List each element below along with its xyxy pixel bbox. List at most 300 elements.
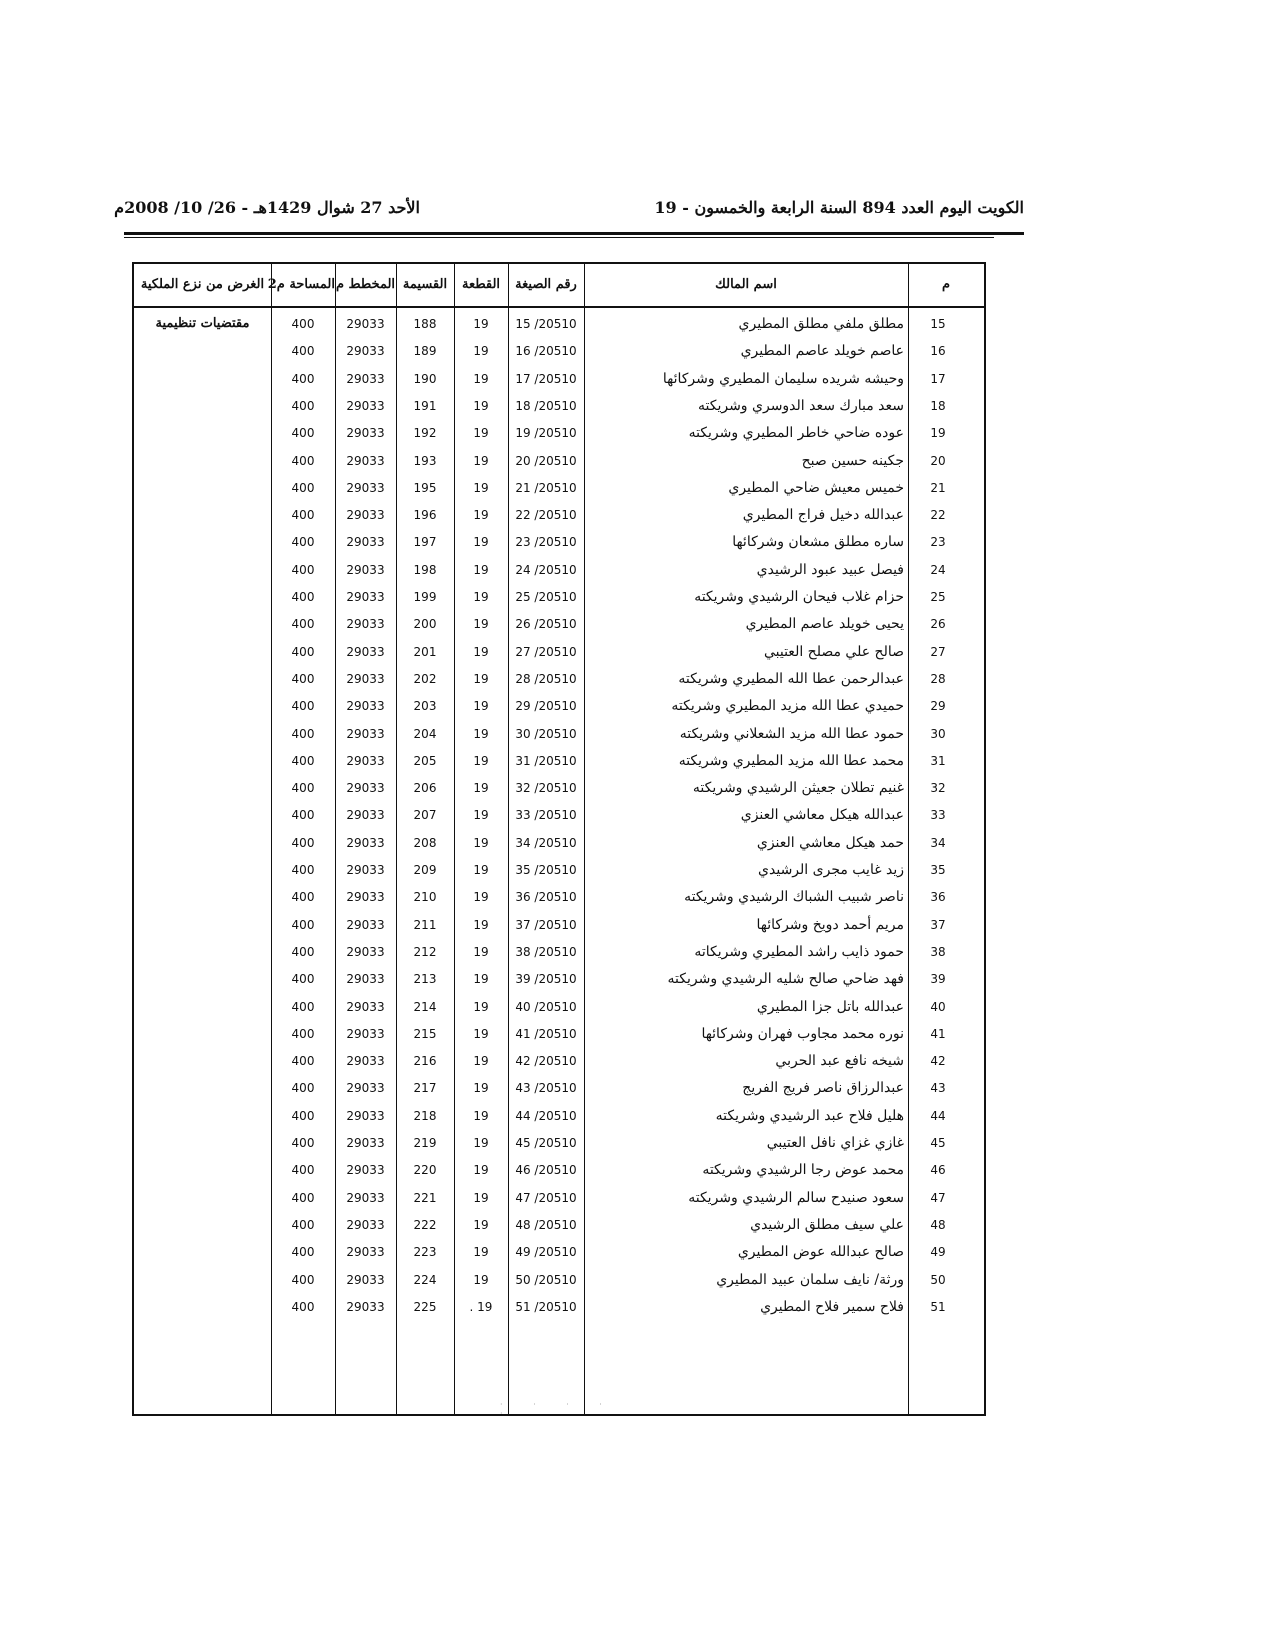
table-row bbox=[134, 447, 984, 475]
deed-number: 25 /20510 bbox=[515, 590, 577, 604]
owner-name: نوره محمد مجاوب فهران وشركائها bbox=[701, 1025, 904, 1042]
deed-number: 20 /20510 bbox=[515, 453, 577, 468]
plot-number: 219 bbox=[413, 1136, 437, 1150]
table-row bbox=[134, 938, 984, 966]
owner-name: عبدالله دخيل فراج المطيري bbox=[742, 507, 904, 524]
deed-number: 32 /20510 bbox=[515, 781, 577, 796]
area-value: 400 bbox=[291, 944, 315, 959]
row-number: 31 bbox=[930, 753, 946, 768]
deed-number: 48 /20510 bbox=[515, 1217, 577, 1232]
area-value: 400 bbox=[291, 863, 315, 877]
block-number: 19 bbox=[473, 835, 489, 850]
owner-name: حمود عطا الله مزيد الشعلاني وشريكته bbox=[679, 725, 904, 742]
table-row bbox=[134, 829, 984, 857]
block-number: 19 bbox=[473, 1245, 489, 1260]
owner-name: محمد عوض رجا الرشيدي وشريكته bbox=[702, 1162, 904, 1179]
table-row bbox=[134, 1238, 984, 1266]
plan-number: 29033 bbox=[346, 1217, 385, 1232]
area-value: 400 bbox=[291, 1081, 315, 1096]
plan-number: 29033 bbox=[346, 371, 385, 386]
plot-number: 212 bbox=[413, 944, 437, 959]
row-number: 40 bbox=[930, 999, 946, 1014]
block-number: 19 bbox=[473, 944, 489, 959]
plot-number: 205 bbox=[413, 753, 437, 768]
row-number: 22 bbox=[930, 508, 946, 523]
plan-number: 29033 bbox=[346, 1163, 385, 1178]
plan-number: 29033 bbox=[346, 726, 385, 741]
plot-number: 206 bbox=[413, 781, 437, 796]
area-value: 400 bbox=[291, 999, 315, 1014]
plot-number: 196 bbox=[413, 508, 437, 523]
plot-number: 224 bbox=[413, 1272, 437, 1287]
deed-number: 15 /20510 bbox=[515, 317, 577, 331]
deed-number: 45 /20510 bbox=[515, 1136, 577, 1150]
area-value: 400 bbox=[291, 1136, 315, 1150]
block-number: 19 bbox=[473, 480, 489, 495]
table-row bbox=[134, 583, 984, 611]
plan-number: 29033 bbox=[346, 753, 385, 768]
area-value: 400 bbox=[291, 1054, 315, 1069]
deed-number: 37 /20510 bbox=[515, 917, 577, 932]
row-number: 16 bbox=[930, 344, 946, 359]
owner-name: حمود ذايب راشد المطيري وشريكاته bbox=[694, 943, 904, 960]
area-value: 400 bbox=[291, 371, 315, 386]
header-rule-thin bbox=[124, 237, 994, 238]
block-number: 19 bbox=[473, 890, 489, 905]
row-number: 50 bbox=[930, 1272, 946, 1287]
row-number: 38 bbox=[930, 944, 946, 959]
owner-name: فلاح سمير فلاح المطيري bbox=[760, 1298, 904, 1315]
owner-name: مطلق ملفي مطلق المطيري bbox=[738, 316, 904, 332]
block-number: 19 bbox=[473, 671, 489, 686]
area-value: 400 bbox=[291, 753, 315, 768]
plan-number: 29033 bbox=[346, 890, 385, 905]
owner-name: عبدالله هيكل معاشي العنزي bbox=[740, 807, 904, 824]
block-number: 19 bbox=[473, 508, 489, 523]
owner-name: عاصم خويلد عاصم المطيري bbox=[740, 343, 904, 360]
table-row bbox=[134, 419, 984, 447]
block-number: 19 bbox=[473, 426, 489, 441]
header-divider bbox=[134, 306, 984, 308]
block-number: 19 bbox=[473, 1136, 489, 1150]
block-number: 19 bbox=[473, 1272, 489, 1287]
plot-number: 215 bbox=[413, 1026, 437, 1041]
table-row bbox=[134, 1156, 984, 1184]
header-purpose: الغرض من نزع الملكية bbox=[140, 277, 265, 292]
deed-number: 51 /20510 bbox=[515, 1299, 577, 1314]
row-number: 32 bbox=[930, 781, 946, 796]
area-value: 400 bbox=[291, 808, 315, 823]
block-number: 19 bbox=[473, 371, 489, 386]
deed-number: 29 /20510 bbox=[515, 699, 577, 714]
row-number: 25 bbox=[930, 590, 946, 604]
row-number: 36 bbox=[930, 890, 946, 905]
header-deed: رقم الصيغة bbox=[515, 277, 577, 292]
table-row bbox=[134, 1074, 984, 1102]
owner-name: صالح علي مصلح العتيبي bbox=[763, 643, 904, 660]
deed-number: 42 /20510 bbox=[515, 1054, 577, 1069]
table-row bbox=[134, 747, 984, 775]
area-value: 400 bbox=[291, 917, 315, 932]
table-row bbox=[134, 911, 984, 939]
plan-number: 29033 bbox=[346, 781, 385, 796]
plot-number: 217 bbox=[413, 1081, 437, 1096]
plan-number: 29033 bbox=[346, 671, 385, 686]
plan-number: 29033 bbox=[346, 1026, 385, 1041]
area-value: 400 bbox=[291, 972, 315, 987]
block-number: 19 bbox=[473, 398, 489, 413]
table-row bbox=[134, 965, 984, 993]
table-row bbox=[134, 610, 984, 638]
plan-number: 29033 bbox=[346, 999, 385, 1014]
area-value: 400 bbox=[291, 317, 315, 331]
plot-number: 214 bbox=[413, 999, 437, 1014]
block-number: 19 bbox=[473, 1054, 489, 1069]
row-number: 41 bbox=[930, 1026, 946, 1041]
block-number: 19 bbox=[473, 535, 489, 550]
owner-name: محمد عطا الله مزيد المطيري وشريكته bbox=[678, 752, 904, 769]
area-value: 400 bbox=[291, 1217, 315, 1232]
block-number: 19 bbox=[473, 999, 489, 1014]
row-number: 15 bbox=[930, 317, 946, 331]
owner-name: غنيم تطلان جعيثن الرشيدي وشريكته bbox=[692, 780, 904, 797]
owner-name: حمد هيكل معاشي العنزي bbox=[756, 834, 904, 851]
deed-number: 43 /20510 bbox=[515, 1081, 577, 1096]
deed-number: 46 /20510 bbox=[515, 1163, 577, 1178]
deed-number: 18 /20510 bbox=[515, 398, 577, 413]
owner-name: ساره مطلق مشعان وشركائها bbox=[732, 534, 904, 551]
row-number: 26 bbox=[930, 617, 946, 632]
plot-number: 188 bbox=[413, 317, 437, 331]
table-row bbox=[134, 1102, 984, 1130]
row-number: 37 bbox=[930, 917, 946, 932]
header-rule-thick bbox=[124, 232, 1024, 235]
page-header-issue: الكويت اليوم العدد 894 السنة الرابعة والخمسون - 19 bbox=[654, 198, 1024, 217]
deed-number: 36 /20510 bbox=[515, 890, 577, 905]
deed-number: 49 /20510 bbox=[515, 1245, 577, 1260]
row-number: 44 bbox=[930, 1108, 946, 1123]
header-block: القطعة bbox=[461, 277, 501, 292]
plot-number: 197 bbox=[413, 535, 437, 550]
table-row bbox=[134, 556, 984, 584]
plan-number: 29033 bbox=[346, 1081, 385, 1096]
owner-name: عبدالله باتل جزا المطيري bbox=[756, 998, 904, 1015]
area-value: 400 bbox=[291, 890, 315, 905]
header-num: م bbox=[941, 277, 951, 292]
deed-number: 26 /20510 bbox=[515, 617, 577, 632]
plan-number: 29033 bbox=[346, 480, 385, 495]
row-number: 29 bbox=[930, 699, 946, 714]
row-number: 33 bbox=[930, 808, 946, 823]
owner-name: جكينه حسين صبح bbox=[801, 452, 904, 469]
deed-number: 24 /20510 bbox=[515, 562, 577, 577]
deed-number: 50 /20510 bbox=[515, 1272, 577, 1287]
plan-number: 29033 bbox=[346, 508, 385, 523]
plot-number: 225 bbox=[413, 1299, 437, 1314]
owner-name: عبدالرحمن عطا الله المطيري وشريكته bbox=[678, 670, 904, 687]
plan-number: 29033 bbox=[346, 1245, 385, 1260]
plot-number: 218 bbox=[413, 1108, 437, 1123]
owner-name: غازي غزاي نافل العتيبي bbox=[766, 1135, 904, 1151]
plot-number: 190 bbox=[413, 371, 437, 386]
block-number: 19 bbox=[473, 1217, 489, 1232]
plan-number: 29033 bbox=[346, 453, 385, 468]
row-number: 30 bbox=[930, 726, 946, 741]
header-area: المساحة م2 bbox=[267, 277, 335, 292]
block-number: 19 bbox=[473, 644, 489, 659]
plan-number: 29033 bbox=[346, 426, 385, 441]
plot-number: 209 bbox=[413, 863, 437, 877]
deed-number: 38 /20510 bbox=[515, 944, 577, 959]
owner-name: حميدي عطا الله مزيد المطيري وشريكته bbox=[671, 698, 904, 715]
area-value: 400 bbox=[291, 508, 315, 523]
plot-number: 195 bbox=[413, 480, 437, 495]
plan-number: 29033 bbox=[346, 562, 385, 577]
plan-number: 29033 bbox=[346, 835, 385, 850]
area-value: 400 bbox=[291, 617, 315, 632]
table-row bbox=[134, 1020, 984, 1048]
expropriation-table bbox=[132, 262, 986, 1416]
table-row bbox=[134, 392, 984, 420]
owner-name: فهد ضاحي صالح شليه الرشيدي وشريكته bbox=[667, 971, 904, 988]
owner-name: يحيى خويلد عاصم المطيري bbox=[745, 616, 904, 633]
plan-number: 29033 bbox=[346, 317, 385, 331]
plot-number: 198 bbox=[413, 562, 437, 577]
table-row bbox=[134, 337, 984, 365]
deed-number: 19 /20510 bbox=[515, 426, 577, 441]
deed-number: 31 /20510 bbox=[515, 753, 577, 768]
owner-name: وحيشه شريده سليمان المطيري وشركائها bbox=[662, 370, 904, 387]
table-row bbox=[134, 1184, 984, 1212]
owner-name: هليل فلاح عبد الرشيدي وشريكته bbox=[715, 1107, 904, 1124]
plot-number: 221 bbox=[413, 1190, 437, 1205]
block-number: 19 bbox=[473, 453, 489, 468]
table-row bbox=[134, 856, 984, 884]
table-row bbox=[134, 638, 984, 666]
plan-number: 29033 bbox=[346, 808, 385, 823]
table-row bbox=[134, 774, 984, 802]
block-number: 19 bbox=[473, 781, 489, 796]
block-number: 19 bbox=[473, 1026, 489, 1041]
area-value: 400 bbox=[291, 590, 315, 604]
plan-number: 29033 bbox=[346, 1190, 385, 1205]
area-value: 400 bbox=[291, 644, 315, 659]
row-number: 17 bbox=[930, 371, 946, 386]
owner-name: سعد مبارك سعد الدوسري وشريكته bbox=[697, 397, 904, 414]
scan-artifact: · · · · · bbox=[500, 1400, 616, 1418]
plan-number: 29033 bbox=[346, 917, 385, 932]
area-value: 400 bbox=[291, 562, 315, 577]
deed-number: 16 /20510 bbox=[515, 344, 577, 359]
plot-number: 191 bbox=[413, 398, 437, 413]
table-row bbox=[134, 310, 984, 338]
area-value: 400 bbox=[291, 835, 315, 850]
plot-number: 203 bbox=[413, 699, 437, 714]
owner-name: عبدالرزاق ناصر فريج الفريج bbox=[742, 1080, 904, 1097]
plan-number: 29033 bbox=[346, 972, 385, 987]
plan-number: 29033 bbox=[346, 944, 385, 959]
row-number: 46 bbox=[930, 1163, 946, 1178]
deed-number: 17 /20510 bbox=[515, 371, 577, 386]
deed-number: 21 /20510 bbox=[515, 480, 577, 495]
deed-number: 30 /20510 bbox=[515, 726, 577, 741]
plot-number: 189 bbox=[413, 344, 437, 359]
deed-number: 28 /20510 bbox=[515, 671, 577, 686]
block-number: 19 bbox=[473, 972, 489, 987]
block-number: 19 bbox=[473, 1163, 489, 1178]
plan-number: 29033 bbox=[346, 699, 385, 714]
area-value: 400 bbox=[291, 398, 315, 413]
deed-number: 34 /20510 bbox=[515, 835, 577, 850]
table-row bbox=[134, 1047, 984, 1075]
owner-name: صالح عبدالله عوض المطيري bbox=[737, 1244, 904, 1261]
row-number: 48 bbox=[930, 1217, 946, 1232]
owner-name: ناصر شبيب الشباك الرشيدي وشريكته bbox=[684, 889, 904, 906]
table-row bbox=[134, 528, 984, 556]
area-value: 400 bbox=[291, 1245, 315, 1260]
area-value: 400 bbox=[291, 344, 315, 359]
table-row bbox=[134, 993, 984, 1021]
owner-name: شيخه نافع عبد الحربي bbox=[775, 1053, 904, 1070]
plan-number: 29033 bbox=[346, 344, 385, 359]
row-number: 18 bbox=[930, 398, 946, 413]
area-value: 400 bbox=[291, 781, 315, 796]
table-row bbox=[134, 665, 984, 693]
row-number: 23 bbox=[930, 535, 946, 550]
owner-name: فيصل عبيد عبود الرشيدي bbox=[756, 561, 904, 578]
block-number: 19 bbox=[473, 808, 489, 823]
plan-number: 29033 bbox=[346, 535, 385, 550]
owner-name: عوده ضاحي خاطر المطيري وشريكته bbox=[688, 425, 904, 442]
row-number: 45 bbox=[930, 1136, 946, 1150]
area-value: 400 bbox=[291, 1299, 315, 1314]
area-value: 400 bbox=[291, 480, 315, 495]
row-number: 42 bbox=[930, 1054, 946, 1069]
plan-number: 29033 bbox=[346, 1272, 385, 1287]
deed-number: 39 /20510 bbox=[515, 972, 577, 987]
plot-number: 210 bbox=[413, 890, 437, 905]
plot-number: 192 bbox=[413, 426, 437, 441]
block-number: 19 bbox=[473, 1108, 489, 1123]
block-number: 19 bbox=[473, 562, 489, 577]
area-value: 400 bbox=[291, 1108, 315, 1123]
row-number: 21 bbox=[930, 480, 946, 495]
owner-name: حزام غلاب فيحان الرشيدي وشريكته bbox=[694, 589, 904, 605]
plan-number: 29033 bbox=[346, 644, 385, 659]
plan-number: 29033 bbox=[346, 398, 385, 413]
area-value: 400 bbox=[291, 1272, 315, 1287]
row-number: 27 bbox=[930, 644, 946, 659]
table-row bbox=[134, 720, 984, 748]
plot-number: 213 bbox=[413, 972, 437, 987]
plot-number: 201 bbox=[413, 644, 437, 659]
plot-number: 216 bbox=[413, 1054, 437, 1069]
block-number: 19 bbox=[473, 1190, 489, 1205]
area-value: 400 bbox=[291, 453, 315, 468]
block-number: 19 bbox=[473, 726, 489, 741]
deed-number: 23 /20510 bbox=[515, 535, 577, 550]
header-owner: اسم المالك bbox=[715, 277, 777, 292]
plot-number: 223 bbox=[413, 1245, 437, 1260]
owner-name: زيد غايب مجرى الرشيدي bbox=[758, 862, 904, 878]
page-header-date: الأحد 27 شوال 1429هـ - 26/ 10/ 2008م bbox=[114, 198, 420, 217]
table-row bbox=[134, 501, 984, 529]
plot-number: 222 bbox=[413, 1217, 437, 1232]
table-row bbox=[134, 474, 984, 502]
area-value: 400 bbox=[291, 535, 315, 550]
plan-number: 29033 bbox=[346, 863, 385, 877]
table-row bbox=[134, 883, 984, 911]
plan-number: 29033 bbox=[346, 1299, 385, 1314]
plan-number: 29033 bbox=[346, 1108, 385, 1123]
plan-number: 29033 bbox=[346, 617, 385, 632]
row-number: 51 bbox=[930, 1299, 946, 1314]
table-row bbox=[134, 1129, 984, 1157]
plot-number: 202 bbox=[413, 671, 437, 686]
row-number: 35 bbox=[930, 863, 946, 877]
plot-number: 208 bbox=[413, 835, 437, 850]
table-row bbox=[134, 1266, 984, 1294]
block-number: 19 bbox=[473, 344, 489, 359]
owner-name: مريم أحمد دويخ وشركائها bbox=[756, 916, 904, 933]
table-row bbox=[134, 365, 984, 393]
deed-number: 35 /20510 bbox=[515, 863, 577, 877]
area-value: 400 bbox=[291, 1190, 315, 1205]
header-plot: القسيمة bbox=[402, 277, 448, 292]
deed-number: 47 /20510 bbox=[515, 1190, 577, 1205]
area-value: 400 bbox=[291, 699, 315, 714]
block-number: 19 bbox=[473, 1081, 489, 1096]
deed-number: 22 /20510 bbox=[515, 508, 577, 523]
header-plan: المخطط م bbox=[335, 277, 396, 292]
plan-number: 29033 bbox=[346, 1054, 385, 1069]
purpose-text: مقتضيات تنظيمية bbox=[155, 316, 250, 331]
block-number: 19 bbox=[473, 317, 489, 331]
plot-number: 211 bbox=[413, 917, 437, 932]
deed-number: 40 /20510 bbox=[515, 999, 577, 1014]
owner-name: خميس معيش ضاحي المطيري bbox=[728, 479, 904, 496]
owner-name: سعود صنيدح سالم الرشيدي وشريكته bbox=[688, 1189, 904, 1206]
area-value: 400 bbox=[291, 726, 315, 741]
owner-name: ورثة/ نايف سلمان عبيد المطيري bbox=[716, 1271, 904, 1288]
block-number: 19 bbox=[473, 590, 489, 604]
row-number: 19 bbox=[930, 426, 946, 441]
table-row bbox=[134, 1211, 984, 1239]
plot-number: 204 bbox=[413, 726, 437, 741]
row-number: 24 bbox=[930, 562, 946, 577]
plot-number: 207 bbox=[413, 808, 437, 823]
row-number: 34 bbox=[930, 835, 946, 850]
block-number: 19 bbox=[473, 753, 489, 768]
row-number: 39 bbox=[930, 972, 946, 987]
row-number: 43 bbox=[930, 1081, 946, 1096]
area-value: 400 bbox=[291, 1163, 315, 1178]
plan-number: 29033 bbox=[346, 590, 385, 604]
row-number: 28 bbox=[930, 671, 946, 686]
plot-number: 199 bbox=[413, 590, 437, 604]
plot-number: 200 bbox=[413, 617, 437, 632]
deed-number: 33 /20510 bbox=[515, 808, 577, 823]
deed-number: 41 /20510 bbox=[515, 1026, 577, 1041]
plot-number: 220 bbox=[413, 1163, 437, 1178]
block-number: 19 bbox=[473, 617, 489, 632]
area-value: 400 bbox=[291, 671, 315, 686]
area-value: 400 bbox=[291, 426, 315, 441]
area-value: 400 bbox=[291, 1026, 315, 1041]
owner-name: علي سيف مطلق الرشيدي bbox=[750, 1216, 904, 1233]
table-row bbox=[134, 1293, 984, 1321]
deed-number: 27 /20510 bbox=[515, 644, 577, 659]
